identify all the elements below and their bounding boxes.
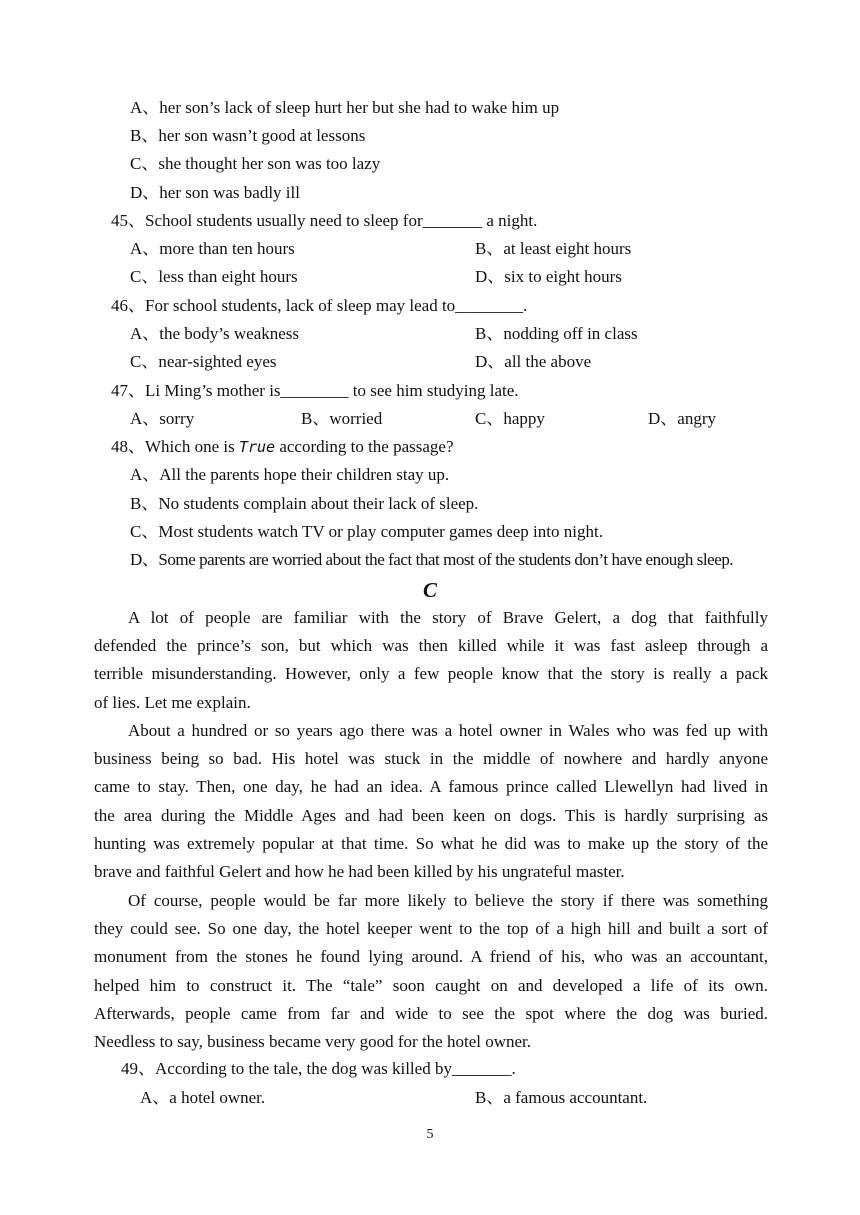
q47-option-d: D、angry xyxy=(648,409,716,428)
q46-option-a: A、the body’s weakness xyxy=(130,324,300,343)
q44-option-d: D、her son was badly ill xyxy=(130,183,300,202)
q48-option-a: A、All the parents hope their children stay up. xyxy=(130,465,450,484)
q45-option-b: B、at least eight hours xyxy=(475,239,632,258)
paragraph-line: of lies. Let me explain. xyxy=(94,692,251,712)
q44-option-c: C、she thought her son was too lazy xyxy=(130,154,381,173)
q45-option-c: C、less than eight hours xyxy=(130,267,298,286)
q45-option-a: A、more than ten hours xyxy=(130,239,295,258)
paragraph-line: Needless to say, business became very good for the hotel owner. xyxy=(94,1032,532,1052)
q48-stem-start: 48、Which one is xyxy=(111,437,239,456)
passage-paragraph-3 xyxy=(94,887,768,1056)
q46-stem: 46、For school students, lack of sleep may lead to________. xyxy=(111,296,528,315)
paragraph-line: terrible misunderstanding. However, only a few people know that the story is really a pack xyxy=(94,664,768,684)
paragraph-line: Of course, people would be far more likely to believe the story if there was something xyxy=(128,891,768,910)
q48-stem-end: according to the passage? xyxy=(275,437,454,456)
q46-option-c: C、near-sighted eyes xyxy=(130,352,277,371)
paragraph-line: Afterwards, people came from far and wide to see the spot where the dog was buried. xyxy=(94,1003,768,1023)
paragraph-line: the area during the Middle Ages and had been keen on dogs. This is hardly surprising as xyxy=(94,805,768,825)
q49-option-a: A、a hotel owner. xyxy=(140,1088,266,1107)
q48-emphasis-word: True xyxy=(238,438,276,456)
paragraph-line: monument from the stones he found lying around. A friend of his, who was an accountant, xyxy=(94,947,768,967)
q47-option-b: B、worried xyxy=(301,409,383,428)
q47-stem: 47、Li Ming’s mother is________ to see him studying late. xyxy=(111,381,519,400)
q44-option-a: A、her son’s lack of sleep hurt her but she had to wake him up xyxy=(130,98,560,117)
passage-paragraph-2 xyxy=(94,717,768,886)
q46-option-b: B、nodding off in class xyxy=(475,324,638,343)
q45-option-d: D、six to eight hours xyxy=(475,267,622,286)
q49-stem: 49、According to the tale, the dog was killed by_______. xyxy=(121,1059,516,1078)
q48-option-c: C、Most students watch TV or play computer games deep into night. xyxy=(130,522,603,541)
paragraph-line: About a hundred or so years ago there was a hotel owner in Wales who was fed up with xyxy=(128,721,768,740)
paragraph-line: came to stay. Then, one day, he had an idea. A famous prince called Llewellyn had lived in xyxy=(94,777,768,797)
q46-option-d: D、all the above xyxy=(475,352,592,371)
paragraph-line: business being so bad. His hotel was stuck in the middle of nowhere and hardly anyone xyxy=(94,749,768,769)
page-number: 5 xyxy=(426,1127,434,1142)
q49-option-b: B、a famous accountant. xyxy=(475,1088,648,1107)
q44-option-b: B、her son wasn’t good at lessons xyxy=(130,126,366,145)
paragraph-line: brave and faithful Gelert and how he had been killed by his ungrateful master. xyxy=(94,862,625,882)
q48-option-b: B、No students complain about their lack of sleep. xyxy=(130,494,479,513)
paragraph-line: hunting was extremely popular at that time. So what he did was to make up the story of the xyxy=(94,833,768,853)
paragraph-line: they could see. So one day, the hotel keeper went to the top of a high hill and built a sort of xyxy=(94,919,768,939)
paragraph-line: defended the prince’s son, but which was then killed while it was fast asleep through a xyxy=(94,636,768,656)
q47-option-c: C、happy xyxy=(475,409,545,428)
paragraph-line: helped him to construct it. The “tale” soon caught on and developed a life of its own. xyxy=(94,975,768,995)
section-c-title: C xyxy=(422,578,437,602)
q48-option-d: D、Some parents are worried about the fact that most of the students don’t have enough sleep. xyxy=(130,550,734,569)
q45-stem: 45、School students usually need to sleep for_______ a night. xyxy=(111,211,538,230)
passage-paragraph-1 xyxy=(94,604,768,717)
q47-option-a: A、sorry xyxy=(130,409,195,428)
paragraph-line: A lot of people are familiar with the story of Brave Gelert, a dog that faithfully xyxy=(128,608,768,627)
q48-stem xyxy=(111,436,454,458)
